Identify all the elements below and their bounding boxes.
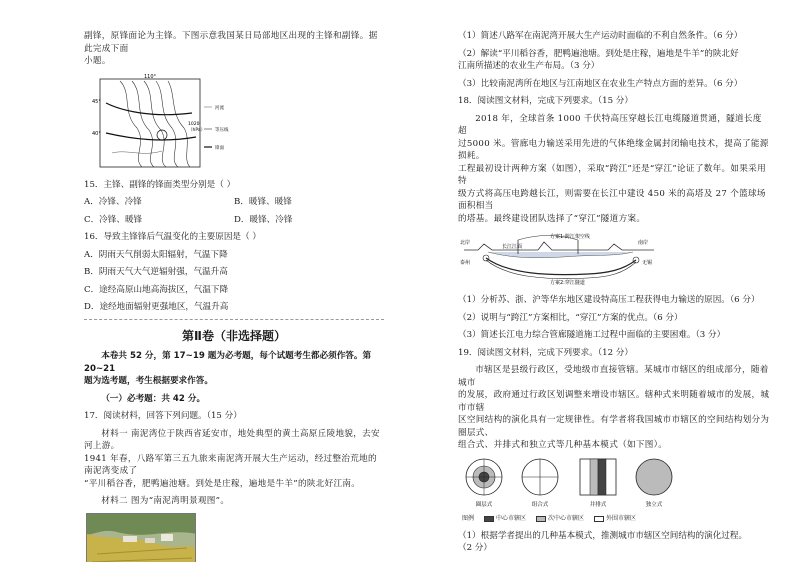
q17-material-1-line-1: 材料一 南泥湾位于陕西省延安市，地处典型的黄土高原丘陵地貌，去安河上游。 (84, 428, 380, 451)
q17-sub-2-line-1: （2）解读“平川稻谷香，肥鸭遍池塘。到处是庄稼，遍地是牛羊”的陕北好 (458, 48, 739, 59)
label-plan-2: 方案2:穿江隧道 (550, 280, 585, 286)
spatial-models-figure (462, 457, 682, 526)
q19-para-2: 的发展，政府通过行政区划调整来增设市辖区。辖种式来明随着城市的发展，城市市辖 (458, 390, 770, 413)
legend-swatch-outer (594, 516, 604, 522)
q18-para-5: 的塔基。最终建设团队选择了“穿江”隧道方案。 (458, 213, 646, 224)
q15-option-b: B．暖锋、暖锋 (234, 197, 292, 207)
legend-isobar-value: 1020 (188, 121, 200, 127)
left-column (84, 30, 384, 562)
q16-option-b: B．阴雨天气大气逆辐射强，气温升高 (84, 267, 228, 277)
model-parallel (580, 459, 616, 495)
model-combined (522, 459, 558, 495)
section-desc-1: 本卷共 52 分，第 17~19 题为必考题，每个试题考生都必须作答。第 20~21 (84, 351, 372, 374)
label-river-surface: 长江江面 (502, 244, 523, 250)
divider (84, 319, 384, 320)
label-right-city: 无锡 (642, 260, 653, 266)
q17-material-1-line-3: “平川稻谷香，肥鸭遍池塘。到处是庄稼，遍地是牛羊”的陕北好江南。 (84, 478, 361, 489)
legend-swatch-sub (536, 516, 546, 522)
model-label-combined: 组合式 (531, 501, 549, 508)
q17-material-2: 材料二 图为“南泥湾明景观图”。 (101, 496, 230, 506)
legend-sub: 次中心市辖区 (548, 515, 585, 522)
q15-options (84, 196, 384, 209)
landscape-photo-image (87, 514, 196, 562)
section-desc-2: 题为选考题，考生根据要求作答。 (84, 376, 213, 386)
lat-40-label: 40° (92, 130, 101, 137)
model-ring (466, 459, 502, 495)
legend-front: 锋面 (215, 145, 224, 151)
q15-option-d: D．暖锋、冷锋 (234, 214, 293, 225)
legend-river: 河流 (215, 105, 224, 111)
q16-option-a: A．阴雨天气削弱太阳辐射，气温下降 (84, 249, 228, 260)
q19-para-3: 区空间结构的演化具有一定规律性。有学者将我国城市市辖区的空间结构划分为圈层式、 (458, 415, 770, 438)
landscape-photo (86, 513, 196, 562)
label-north-bank: 北岸 (460, 240, 471, 246)
q18-para-2: 过5000 米。管廊电力输送采用先进的气体绝缘金属封闭输电技术，提高了能源损耗。 (458, 138, 769, 161)
q18-sub-2: （2）说明与“跨江”方案相比，“穿江”方案的优点。（6 分） (458, 312, 683, 323)
legend-swatch-center (484, 516, 494, 522)
models-legend (462, 513, 682, 526)
q16-option-d: D．途经地面辐射更强地区，气温升高 (84, 302, 229, 312)
q18-stem: 18．阅读图文材料，完成下列要求。（15 分） (458, 96, 633, 106)
q17-sub-1: （1）简述八路军在南泥湾开展大生产运动时面临的不利自然条件。（6 分） (458, 31, 743, 41)
q17-sub-2-line-2: 江南所描述的农业生产布局。（3 分） (458, 61, 600, 71)
q18-para-1: 2018 年，全球首条 1000 千伏特高压穿越长江电缆隧道贯通，隧道长度超 (458, 113, 762, 136)
section-title: 第Ⅱ卷（非选择题） (182, 328, 286, 343)
label-plan-1: 方案1:跨江架空线 (550, 234, 590, 240)
legend-isobar-unit: （hPa） (188, 127, 206, 133)
q16-stem: 16．导致主锋锋后气温变化的主要原因是（ ） (84, 232, 261, 242)
front-map-figure (92, 73, 242, 173)
q19-stem: 19．阅读图文材料，完成下列要求。（12 分） (458, 347, 633, 358)
q15-options-2 (84, 214, 384, 227)
label-left-city: 泰州 (460, 260, 471, 266)
spatial-models-diagram (462, 457, 682, 509)
intro-text: 副锋，原锋面论为主锋。下图示意我国某日局部地区出现的主锋和副锋。据此完成下面 小题。 (84, 31, 378, 66)
q19-para-1: 市辖区是县级行政区，受地级市直接管辖。某城市市辖区的组成部分，随着城市 (458, 365, 769, 388)
river-crossing-figure (458, 230, 658, 288)
lat-45-label: 45° (92, 98, 101, 105)
q19-sub-1-line-2: （2 分） (458, 543, 492, 553)
legend-center: 中心市辖区 (496, 515, 527, 522)
legend-outer: 外围市辖区 (606, 515, 637, 522)
q15-option-a: A．冷锋、冷锋 (84, 197, 142, 207)
q16-option-c: C．途经高原山地高海拔区，气温下降 (84, 284, 229, 295)
q15-option-c: C．冷锋、暖锋 (84, 214, 143, 225)
front-map (92, 73, 242, 173)
q15-stem: 15．主锋、副锋的锋面类型分别是（ ） (84, 179, 236, 190)
legend-title: 图例 (462, 515, 475, 522)
q18-sub-3: （3）简述长江电力综合管廊隧道施工过程中面临的主要困难。（3 分） (458, 330, 726, 340)
q17-sub-3: （3）比较南泥湾所在地区与江南地区在农业生产特点方面的差异。（6 分） (458, 78, 743, 89)
q18-para-4: 级方式将高压电跨越长江，则需要在长江中建设 450 米的高塔及 27 个篮球场面积相当 (458, 188, 766, 211)
model-label-ring: 圈层式 (475, 501, 493, 508)
q18-sub-1: （1）分析苏、浙、沪等华东地区建设特高压工程获得电力输送的原因。（6 分） (458, 295, 760, 305)
model-independent (636, 459, 672, 495)
lon-label: 110° (144, 73, 157, 80)
river-crossing-diagram (458, 230, 658, 288)
q19-para-4: 组合式、并排式和独立式等几种基本模式（如下图）。 (458, 440, 668, 450)
q17-stem: 17．阅读材料，回答下列问题。（15 分） (84, 411, 242, 421)
model-label-independent: 独立式 (645, 501, 663, 508)
q18-para-3: 工程最初设计两种方案（如图），采取“跨江”还是“穿江”论证了数年。如果采用特 (458, 163, 766, 186)
legend-isobar: 等压线 (215, 127, 229, 133)
q17-material-1-line-2: 1941 年春，八路军第三五九旅来南泥湾开展大生产运动，经过整治荒地的南泥湾变成了 (84, 453, 377, 476)
label-south-bank: 南岸 (638, 240, 649, 246)
part-one-title: （一）必考题：共 42 分。 (101, 393, 206, 404)
right-column (458, 30, 770, 555)
q19-sub-1-line-1: （1）根据学者提出的几种基本模式，推测城市市辖区空间结构的演化过程。 (458, 530, 748, 541)
model-label-parallel: 并排式 (589, 501, 607, 508)
